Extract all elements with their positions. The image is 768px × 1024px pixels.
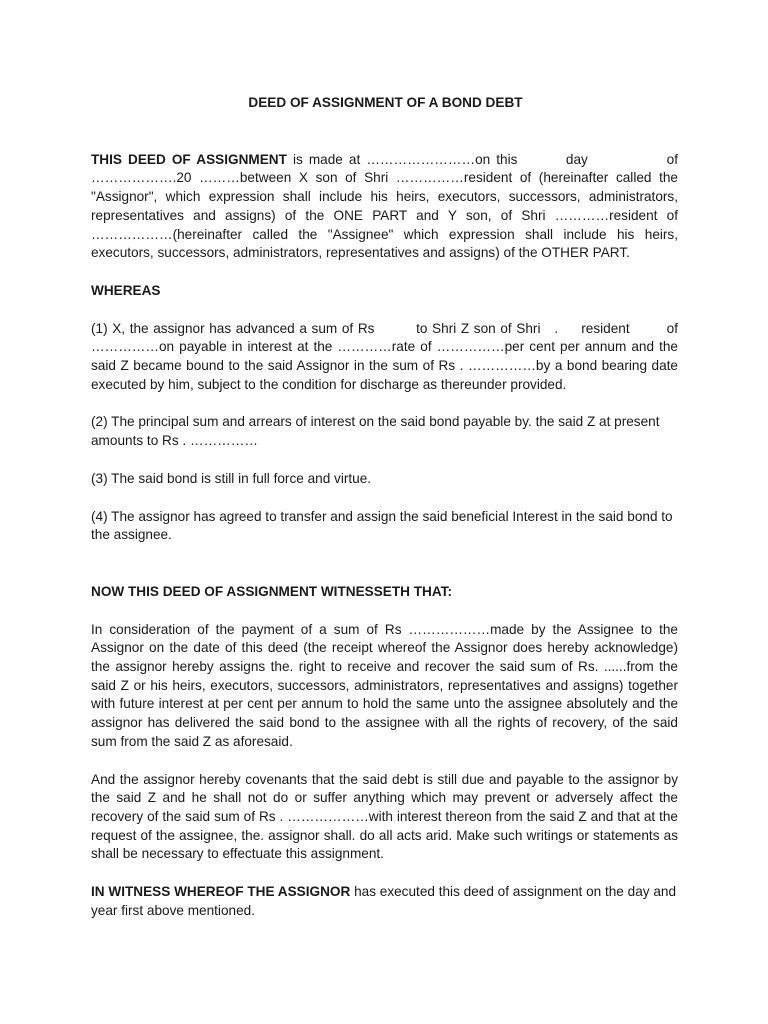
recital-4: (4) The assignor has agreed to transfer and assign the said beneficial Interest in the said bond to the assignee.: [91, 508, 673, 543]
witness-text: has executed this deed of assignment on the day and year first above mentioned.: [91, 884, 677, 918]
document-title: DEED OF ASSIGNMENT OF A BOND DEBT: [248, 95, 523, 110]
recital-2: (2) The principal sum and arrears of interest on the said bond payable by. the said Z at present amounts to Rs . ……………: [91, 414, 660, 449]
witness-lead: IN WITNESS WHEREOF THE ASSIGNOR: [91, 884, 351, 900]
recital-1: (1) X, the assignor has advanced a sum of Rs to Shri Z son of Shri . resident of ……………on payable in interest at the …………rate of ……………per cent per annum and the said Z became bound to the said Assignor in the sum of Rs . ……………by a bond bearing date executed by him, subject to the condition for discharge as thereunder provided.: [91, 320, 682, 392]
witnesseth-heading: NOW THIS DEED OF ASSIGNMENT WITNESSETH THAT:: [91, 583, 452, 599]
opening-lead: THIS DEED OF ASSIGNMENT: [91, 151, 287, 167]
recital-3: (3) The said bond is still in full force and virtue.: [91, 470, 372, 486]
witness-paragraph: [91, 883, 678, 920]
opening-text: is made at ……………………on this day of ……………….20 ………between X son of Shri ……………resident of (hereinafter called the "Assignor", which expression shall include his heirs, executors, successors, administrators, representatives and assigns) of the ONE PART and Y son, of Shri …………resident of ………………(hereinafter called the "Assignee" which expression shall include his heirs, executors, successors, administrators, representatives and assigns) of the OTHER PART.: [91, 151, 682, 261]
whereas-heading: WHEREAS: [91, 282, 161, 298]
consideration-paragraph: In consideration of the payment of a sum of Rs ………………made by the Assignee to the Assignor on the date of this deed (the receipt whereof the Assignor does hereby acknowledge) the assignor hereby assigns the. right to receive and recover the said sum of Rs. ......from the said Z or his heirs, executors, successors, administrators, representatives and assigns) together with future interest at per cent per annum to hold the same unto the assignee absolutely and the assignor has delivered the said bond to the assignee with all the rights of recovery, of the said sum from the said Z as aforesaid.: [91, 621, 678, 749]
covenant-paragraph: And the assignor hereby covenants that the said debt is still due and payable to the assignor by the said Z and he shall not do or suffer anything which may prevent or adversely affect the recovery of the said sum of Rs . ………………with interest thereon from the said Z and that at the request of the assignee, the. assignor shall. do all acts arid. Make such writings or statements as shall be necessary to effectuate this assignment.: [91, 771, 678, 862]
opening-paragraph: [91, 151, 682, 263]
